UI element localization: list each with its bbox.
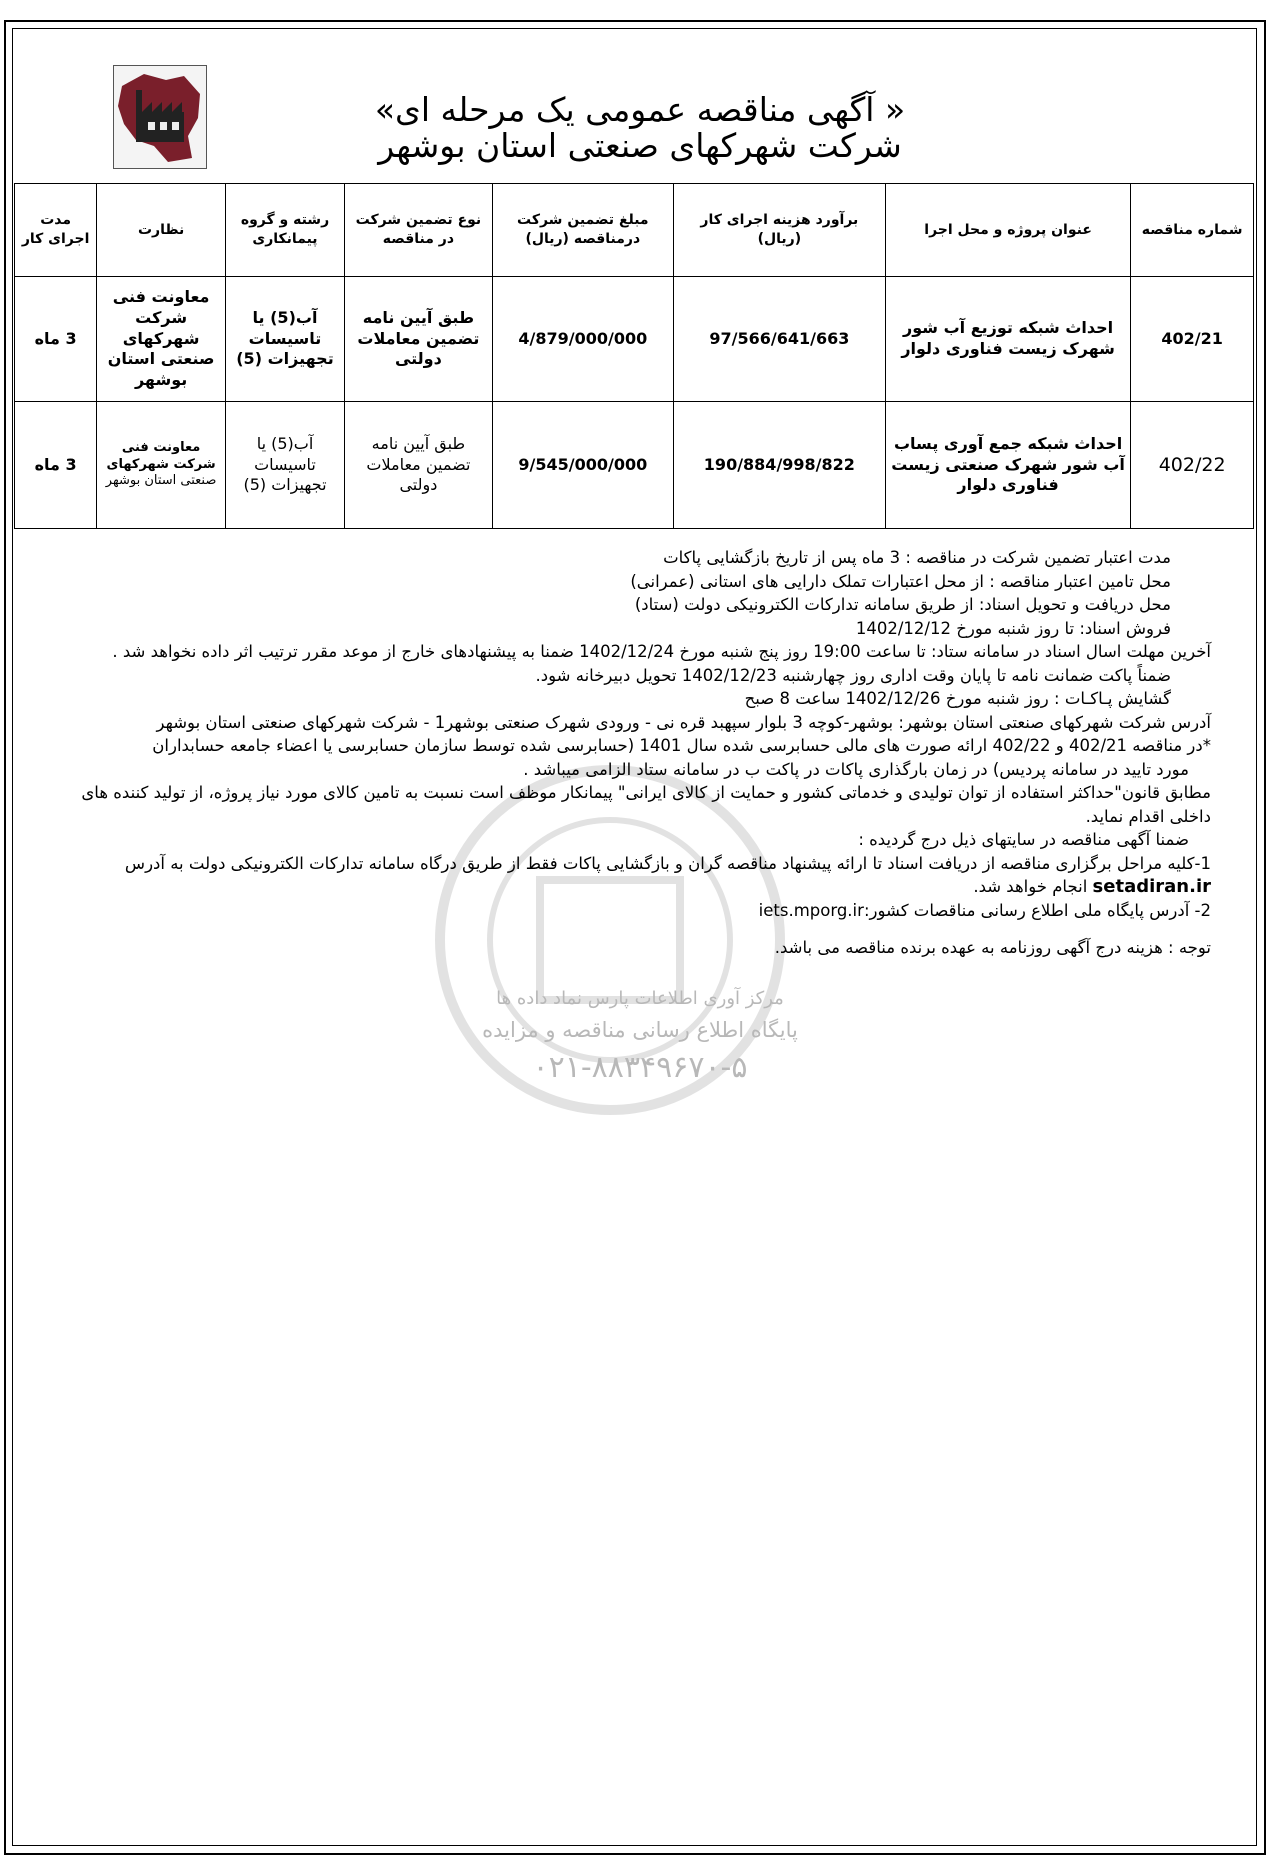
tender-notes (41, 546, 1211, 960)
cell-guarantee-type: طبق آیین نامه تضمین معاملات دولتی (345, 277, 493, 402)
cell-field-group: آب(5) یا تاسیسات تجهیزات (5) (225, 402, 344, 529)
cell-supervision (97, 402, 226, 529)
note-docs-sale: فروش اسناد: تا روز شنبه مورخ 1402/12/12 (855, 618, 1171, 638)
header-field-group: رشته و گروه پیمانکاری (225, 184, 344, 277)
supervision-line-2: صنعتی استان بوشهر (105, 473, 217, 489)
site-1-text: 1-کلیه مراحل برگزاری مناقصه از دریافت اسناد تا ارائه پیشنهاد مناقصه گران و بازگشایی پاکات فقط از طریق درگاه سامانه تدارکات الکترونیکی دولت به آدرس (124, 853, 1211, 873)
header-title: عنوان پروژه و محل اجرا (885, 184, 1130, 277)
cell-supervision: معاونت فنی شرکت شهرکهای صنعتی استان بوشهر (97, 277, 226, 402)
note-docs-receive: محل دریافت و تحویل اسناد: از طریق سامانه تدارکات الکترونیکی دولت (ستاد) (634, 595, 1171, 614)
table-row (15, 277, 1254, 402)
watermark-phone: ۰۲۱-۸۸۳۴۹۶۷۰-۵ (532, 1050, 748, 1085)
cell-field-group: آب(5) یا تاسیسات تجهیزات (5) (225, 277, 344, 402)
cell-title: احداث شبکه توزیع آب شور شهرک زیست فناوری دلوار (885, 277, 1130, 402)
company-name: شرکت شهرکهای صنعتی استان بوشهر (378, 126, 902, 165)
note-deadline: آخرین مهلت اسال اسناد در سامانه ستاد: تا ساعت 19:00 روز پنج شنبه مورخ 1402/12/24 ضمنا به پیشنهادهای خارج از موعد مقرر ترتیب اثر داده نخواهد شد . (112, 642, 1211, 661)
cell-number: 402/21 (1131, 277, 1254, 402)
note-site-2 (41, 899, 1211, 923)
supervision-line-1: معاونت فنی شرکت شهرکهای (106, 439, 216, 472)
site-1-tail: انجام خواهد شد. (973, 877, 1088, 896)
note-audit-line-2: مورد تایید در سامانه پردیس) در زمان بارگذاری پاکات در پاکت ب در سامانه ستاد الزامی میباشد . (523, 759, 1189, 779)
header-guarantee-type: نوع تضمین شرکت در مناقصه (345, 184, 493, 277)
setadiran-link[interactable]: setadiran.ir (1092, 876, 1211, 897)
header-estimate: برآورد هزینه اجرای کار (ریال) (673, 184, 885, 277)
cell-duration: 3 ماه (15, 277, 97, 402)
header-supervision: نظارت (97, 184, 226, 277)
cell-guarantee-type: طبق آیین نامه تضمین معاملات دولتی (345, 402, 493, 529)
note-opening: گشایش پـاکـات : روز شنبه مورخ 1402/12/26 ساعت 8 صبح (744, 689, 1171, 708)
watermark-line-2: پایگاه اطلاع رسانی مناقصه و مزایده (482, 1018, 798, 1042)
notice-title: «آگهی مناقصه عمومی یک مرحله ای » (374, 90, 906, 129)
note-law: مطابق قانون"حداکثر استفاده از توان تولیدی و خدماتی کشور و حمایت از کالای ایرانی" پیمانکار موظف است نسبت به تامین کالای مورد نیاز پروژه، از تولید کننده های داخلی اقدام نماید. (81, 783, 1211, 826)
cell-guarantee-amount: 9/545/000/000 (492, 402, 673, 529)
cell-estimate: 97/566/641/663 (673, 277, 885, 402)
company-logo-icon (113, 65, 207, 169)
note-audit-line-1: *در مناقصه 402/21 و 402/22 ارائه صورت های مالی حسابرسی شده سال 1401 (حسابرسی شده توسط سازمان حسابرسی یا اعضاء جامعه حسابداران (152, 736, 1211, 755)
note-funding: محل تامین اعتبار مناقصه : از محل اعتبارات تملک دارایی های استانی (عمرانی) (630, 571, 1171, 591)
cell-title: احداث شبکه جمع آوری پساب آب شور شهرک صنعتی زیست فناوری دلوار (885, 402, 1130, 529)
note-envelope: ضمناً پاکت ضمانت نامه تا پایان وقت اداری روز چهارشنبه 1402/12/23 تحویل دبیرخانه شود. (535, 665, 1171, 685)
header-duration: مدت اجرای کار (15, 184, 97, 277)
note-site-1 (41, 852, 1211, 899)
tenders-table (14, 183, 1254, 529)
iets-link[interactable]: iets.mporg.ir (758, 900, 864, 920)
header-guarantee-amount: مبلغ تضمین شرکت درمناقصه (ریال) (492, 184, 673, 277)
cell-duration: 3 ماه (15, 402, 97, 529)
note-sites-intro: ضمنا آگهی مناقصه در سایتهای ذیل درج گردیده : (858, 830, 1189, 849)
note-validity: مدت اعتبار تضمین شرکت در مناقصه : 3 ماه پس از تاریخ بازگشایی پاکات (663, 548, 1171, 567)
site-2-text: 2- آدرس پایگاه ملی اطلاع رسانی مناقصات کشور: (863, 900, 1211, 920)
cell-guarantee-amount: 4/879/000/000 (492, 277, 673, 402)
table-header-row (15, 184, 1254, 277)
cell-number: 402/22 (1131, 402, 1254, 529)
table-row (15, 402, 1254, 529)
note-address: آدرس شرکت شهرکهای صنعتی استان بوشهر: بوشهر-کوچه 3 بلوار سپهبد قره نی - ورودی شهرک صنعتی بوشهر1 - شرکت شهرکهای صنعتی استان بوشهر (156, 712, 1211, 732)
note-cost: توجه : هزینه درج آگهی روزنامه به عهده برنده مناقصه می باشد. (774, 938, 1211, 957)
header-number: شماره مناقصه (1131, 184, 1254, 277)
watermark-line-1: مرکز آوری اطلاعات پارس نماد داده ها (496, 988, 784, 1009)
cell-estimate: 190/884/998/822 (673, 402, 885, 529)
